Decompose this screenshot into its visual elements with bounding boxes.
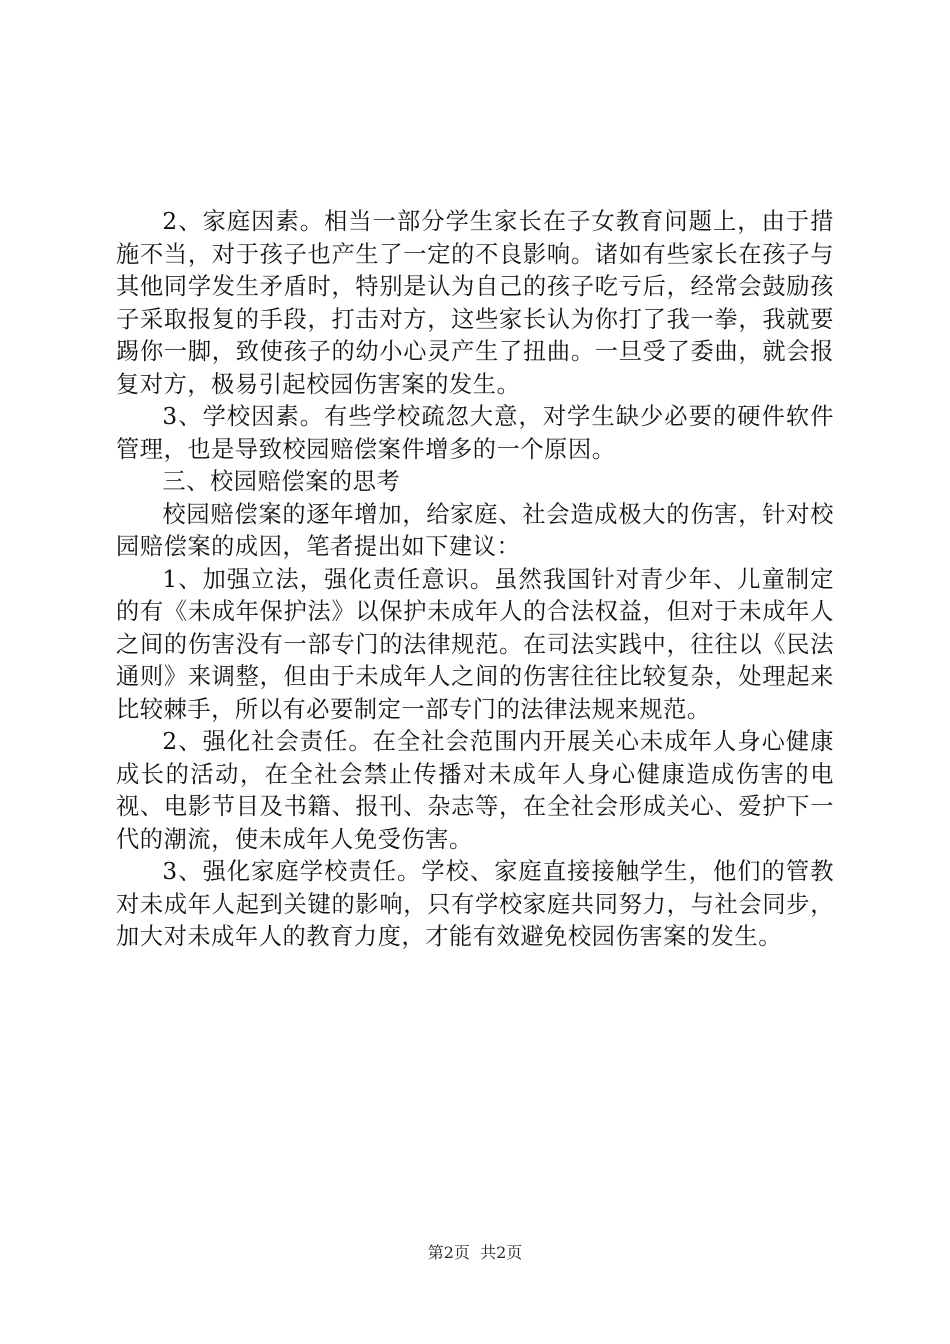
document-body — [116, 206, 834, 954]
paragraph-social-responsibility: 2、强化社会责任。在全社会范围内开展关心未成年人身心健康成长的活动，在全社会禁止传播对未成年人身心健康造成伤害的电视、电影节目及书籍、报刊、杂志等，在全社会形成关心、爱护下一代的潮流，使未成年人免受伤害。 — [116, 728, 834, 853]
section-heading-reflection: 三、校园赔偿案的思考 — [162, 468, 401, 495]
paragraph-school-factors: 3、学校因素。有些学校疏忽大意，对学生缺少必要的硬件软件管理，也是导致校园赔偿案件增多的一个原因。 — [116, 403, 834, 463]
paragraph-legislation: 1、加强立法，强化责任意识。虽然我国针对青少年、儿童制定的有《未成年保护法》以保护未成年人的合法权益，但对于未成年人之间的伤害没有一部专门的法律规范。在司法实践中，往往以《民法通则》来调整，但由于未成年人之间的伤害往往比较复杂，处理起来比较棘手，所以有必要制定一部专门的法律法规来规范。 — [116, 565, 834, 723]
page-number-label: 第2页 共2页 — [427, 1243, 523, 1262]
paragraph-family-factors: 2、家庭因素。相当一部分学生家长在子女教育问题上，由于措施不当，对于孩子也产生了一定的不良影响。诸如有些家长在孩子与其他同学发生矛盾时，特别是认为自己的孩子吃亏后，经常会鼓励孩子采取报复的手段，打击对方，这些家长认为你打了我一拳，我就要踢你一脚，致使孩子的幼小心灵产生了扭曲。一旦受了委曲，就会报复对方，极易引起校园伤害案的发生。 — [116, 208, 834, 398]
paragraph-family-school-responsibility: 3、强化家庭学校责任。学校、家庭直接接触学生，他们的管教对未成年人起到关键的影响，只有学校家庭共同努力，与社会同步，加大对未成年人的教育力度，才能有效避免校园伤害案的发生。 — [116, 858, 834, 950]
paragraph-intro-suggestions: 校园赔偿案的逐年增加，给家庭、社会造成极大的伤害，针对校园赔偿案的成因，笔者提出如下建议： — [116, 500, 834, 560]
page-footer — [0, 1242, 950, 1264]
